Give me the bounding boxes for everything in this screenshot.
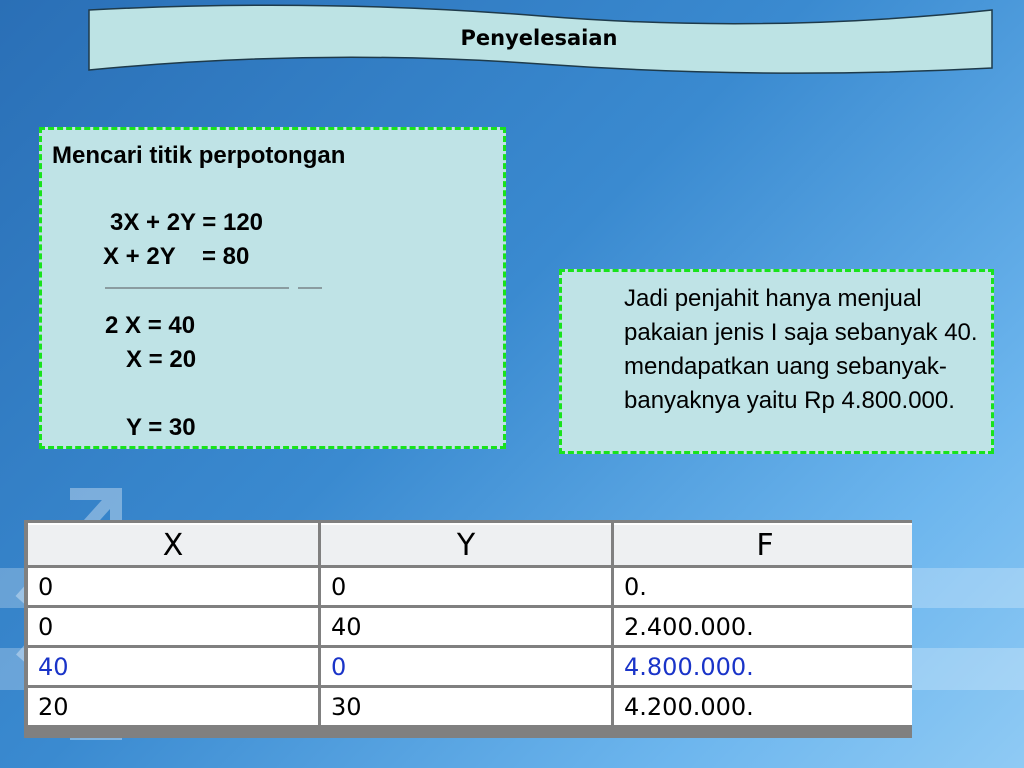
- conclusion-box: [559, 269, 994, 454]
- cell-x: 0: [28, 608, 318, 645]
- result-x: X = 20: [126, 346, 197, 373]
- table-row-optimal: [28, 648, 912, 685]
- result-y: Y = 30: [126, 414, 196, 441]
- cell-y: 40: [321, 608, 611, 645]
- table-header-row: [28, 523, 912, 565]
- table-row: [28, 688, 912, 725]
- header-f: F: [614, 523, 912, 565]
- page-title: Penyelesaian: [460, 26, 618, 50]
- cell-x: 40: [28, 648, 318, 685]
- cell-f: 4.800.000.: [614, 648, 912, 685]
- header-y: Y: [321, 523, 611, 565]
- cell-x: 0: [28, 568, 318, 605]
- table-row: [28, 608, 912, 645]
- conclusion-text: Jadi penjahit hanya menjual pakaian jenis I saja sebanyak 40. mendapatkan uang sebanyak-banyaknya yaitu Rp 4.800.000.: [624, 285, 978, 414]
- cell-y: 30: [321, 688, 611, 725]
- equation-2: X + 2Y = 80: [103, 243, 250, 270]
- subtraction-line: [105, 287, 289, 289]
- results-table: [24, 520, 912, 738]
- result-2x: 2 X = 40: [105, 312, 196, 339]
- cell-x: 20: [28, 688, 318, 725]
- equation-1: 3X + 2Y = 120: [110, 209, 264, 236]
- cell-y: 0: [321, 648, 611, 685]
- minus-sign: [298, 287, 322, 289]
- cell-y: 0: [321, 568, 611, 605]
- calc-heading: Mencari titik perpotongan: [52, 142, 346, 169]
- header-x: X: [28, 523, 318, 565]
- cell-f: 2.400.000.: [614, 608, 912, 645]
- cell-f: 0.: [614, 568, 912, 605]
- calculation-box: [39, 127, 506, 449]
- table-row: [28, 568, 912, 605]
- cell-f: 4.200.000.: [614, 688, 912, 725]
